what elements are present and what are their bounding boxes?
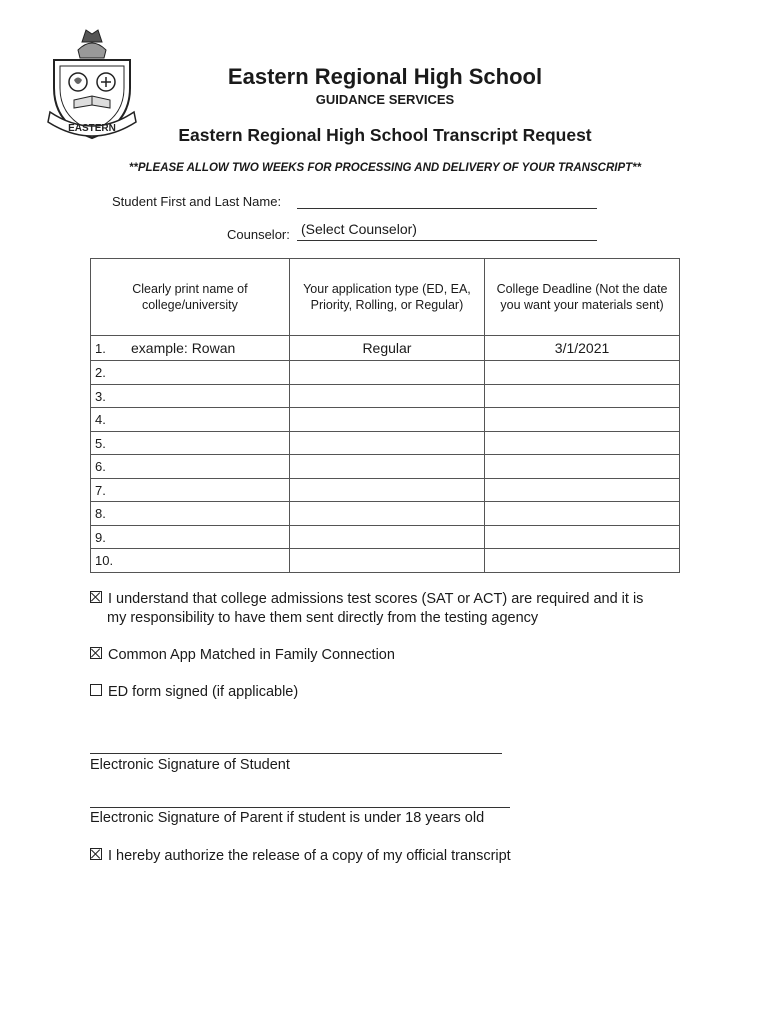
common-app-checkbox-row[interactable]	[90, 646, 395, 665]
ed-form-text: ED form signed (if applicable)	[108, 684, 299, 700]
row-number: 10.	[95, 553, 114, 569]
college-cell[interactable]	[91, 361, 290, 385]
application-type-cell[interactable]	[289, 525, 484, 549]
header-application-type: Your application type (ED, EA, Priority, Rolling, or Regular)	[289, 259, 484, 336]
test-scores-text-line2: my responsibility to have them sent directly from the testing agency	[107, 610, 539, 626]
college-cell[interactable]	[91, 336, 290, 361]
row-number: 4.	[95, 412, 106, 428]
counselor-label: Counselor:	[227, 227, 290, 242]
row-number: 6.	[95, 459, 106, 475]
student-name-label: Student First and Last Name:	[112, 194, 282, 209]
college-request-table	[90, 258, 680, 573]
application-type-cell[interactable]	[289, 431, 484, 455]
deadline-cell[interactable]	[485, 384, 680, 408]
college-cell[interactable]	[91, 478, 290, 502]
crest-banner-text: EASTERN	[68, 123, 116, 134]
student-signature-field[interactable]	[90, 752, 502, 754]
application-type-cell[interactable]	[289, 384, 484, 408]
parent-signature-field[interactable]	[90, 806, 510, 808]
common-app-text: Common App Matched in Family Connection	[108, 647, 395, 663]
table-header-row	[91, 259, 680, 336]
counselor-value: (Select Counselor)	[301, 221, 417, 237]
table-row	[91, 384, 680, 408]
table-row	[91, 455, 680, 479]
header-college: Clearly print name of college/university	[91, 259, 290, 336]
deadline-cell[interactable]	[485, 502, 680, 526]
row-number: 5.	[95, 435, 106, 451]
table-row	[91, 478, 680, 502]
row-number: 9.	[95, 529, 106, 545]
counselor-select[interactable]	[297, 223, 597, 241]
table-row	[91, 431, 680, 455]
authorize-checkbox-row[interactable]	[90, 847, 511, 866]
table-row	[91, 336, 680, 361]
college-cell[interactable]	[91, 455, 290, 479]
application-type-cell[interactable]	[289, 502, 484, 526]
application-type-cell[interactable]	[289, 478, 484, 502]
deadline-cell[interactable]	[485, 455, 680, 479]
header-deadline: College Deadline (Not the date you want your materials sent)	[485, 259, 680, 336]
row-number: 7.	[95, 482, 106, 498]
row-number: 1.	[95, 341, 106, 356]
deadline-cell[interactable]	[485, 361, 680, 385]
test-scores-text-line1: I understand that college admissions test scores (SAT or ACT) are required and it is	[108, 591, 644, 607]
school-name: Eastern Regional High School	[227, 64, 543, 89]
college-cell[interactable]	[91, 384, 290, 408]
application-type-cell[interactable]: Regular	[289, 336, 484, 361]
college-cell[interactable]	[91, 431, 290, 455]
application-type-cell[interactable]	[289, 361, 484, 385]
college-cell[interactable]	[91, 408, 290, 432]
table-row	[91, 502, 680, 526]
table-row	[91, 408, 680, 432]
parent-signature-label: Electronic Signature of Parent if student is under 18 years old	[90, 810, 485, 826]
common-app-checkbox[interactable]	[90, 647, 102, 659]
application-type-cell[interactable]	[289, 549, 484, 573]
table-row	[91, 549, 680, 573]
application-type-cell[interactable]	[289, 455, 484, 479]
row-number: 3.	[95, 388, 106, 404]
row-number: 2.	[95, 365, 106, 381]
test-scores-checkbox[interactable]	[90, 591, 102, 603]
deadline-cell[interactable]: 3/1/2021	[485, 336, 680, 361]
deadline-cell[interactable]	[485, 478, 680, 502]
deadline-cell[interactable]	[485, 408, 680, 432]
form-title: Eastern Regional High School Transcript Request	[178, 125, 592, 145]
deadline-cell[interactable]	[485, 549, 680, 573]
deadline-cell[interactable]	[485, 431, 680, 455]
college-name: example: Rowan	[131, 340, 236, 356]
application-type-cell[interactable]	[289, 408, 484, 432]
deadline-cell[interactable]	[485, 525, 680, 549]
department-name: GUIDANCE SERVICES	[315, 92, 455, 107]
college-cell[interactable]	[91, 525, 290, 549]
table-row	[91, 525, 680, 549]
student-signature-label: Electronic Signature of Student	[90, 757, 290, 773]
college-cell[interactable]	[91, 502, 290, 526]
table-row	[91, 361, 680, 385]
student-name-field[interactable]	[297, 192, 597, 209]
authorize-text: I hereby authorize the release of a copy of my official transcript	[108, 848, 511, 864]
processing-notice: **PLEASE ALLOW TWO WEEKS FOR PROCESSING AND DELIVERY OF YOUR TRANSCRIPT**	[128, 162, 642, 174]
authorize-checkbox[interactable]	[90, 848, 102, 860]
college-cell[interactable]	[91, 549, 290, 573]
row-number: 8.	[95, 506, 106, 522]
test-scores-checkbox-row[interactable]	[90, 590, 643, 628]
ed-form-checkbox[interactable]	[90, 684, 102, 696]
ed-form-checkbox-row[interactable]	[90, 683, 298, 702]
